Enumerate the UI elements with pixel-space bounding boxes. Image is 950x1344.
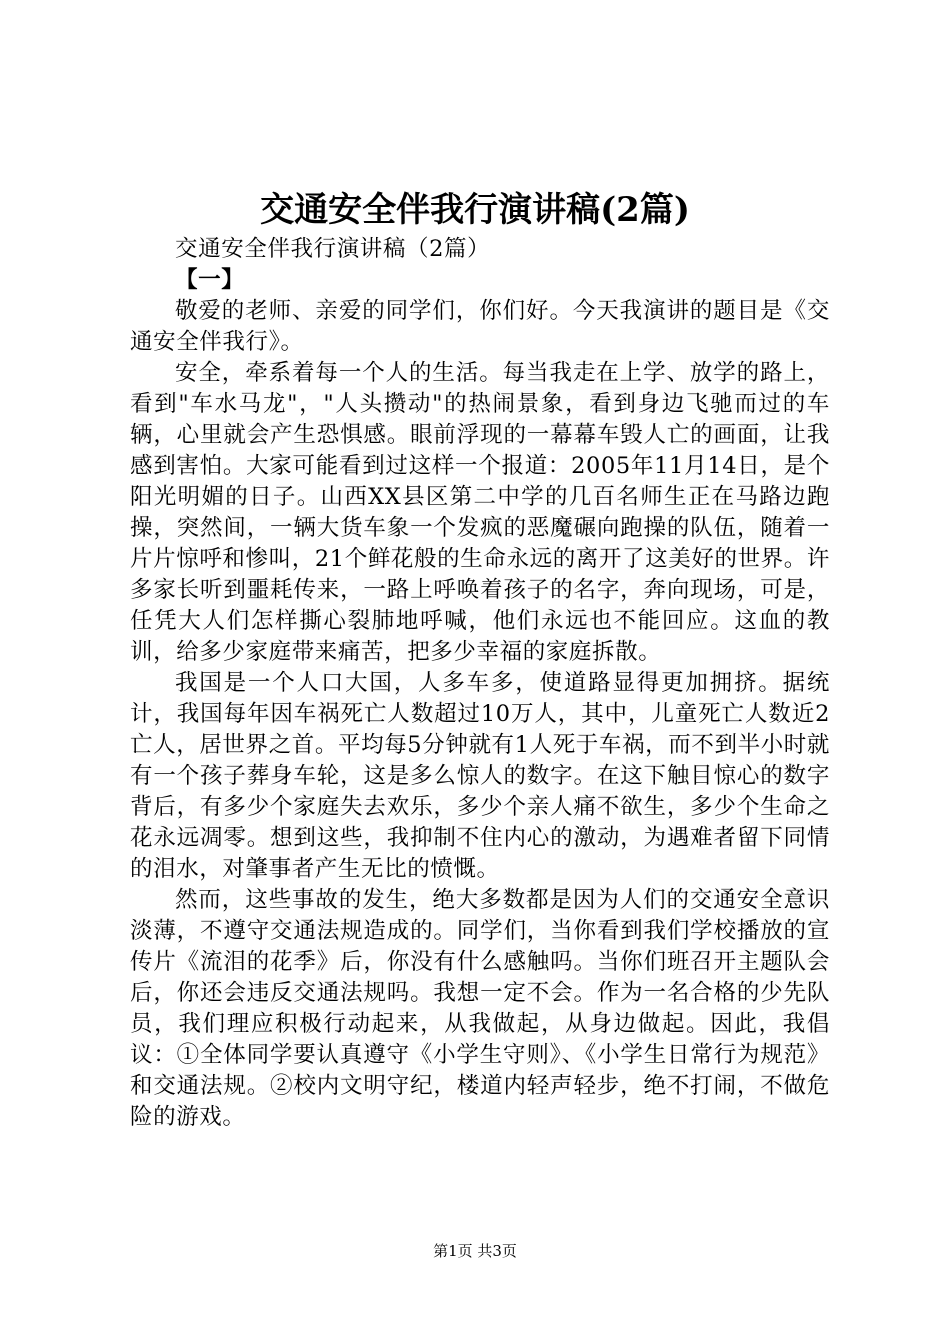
paragraph-1: 敬爱的老师、亲爱的同学们，你们好。今天我演讲的题目是《交通安全伴我行》。 (130, 298, 830, 355)
page-footer: 第1页 共3页 (433, 1242, 517, 1260)
document-body (130, 234, 830, 1133)
document-title: 交通安全伴我行演讲稿(2篇) (260, 190, 690, 230)
paragraph-2: 安全，牵系着每一个人的生活。每当我走在上学、放学的路上，看到"车水马龙"，"人头攒动"的热闹景象，看到身边飞驰而过的车辆，心里就会产生恐惧感。眼前浮现的一幕幕车毁人亡的画面，让我感到害怕。大家可能看到过这样一个报道：2005年11月14日，是个阳光明媚的日子。山西XX县区第二中学的几百名师生正在马路边跑操，突然间，一辆大货车象一个发疯的恶魔碾向跑操的队伍，随着一片片惊呼和惨叫，21个鲜花般的生命永远的离开了这美好的世界。许多家长听到噩耗传来，一路上呼唤着孩子的名字，奔向现场，可是，任凭大人们怎样撕心裂肺地呼喊，他们永远也不能回应。这血的教训，给多少家庭带来痛苦，把多少幸福的家庭拆散。 (130, 360, 830, 665)
section-marker: 【一】 (175, 267, 245, 293)
paragraph-4: 然而，这些事故的发生，绝大多数都是因为人们的交通安全意识淡薄，不遵守交通法规造成的。同学们，当你看到我们学校播放的宣传片《流泪的花季》后，你没有什么感触吗。当你们班召开主题队会后，你还会违反交通法规吗。我想一定不会。作为一名合格的少先队员，我们理应积极行动起来，从我做起，从身边做起。因此，我倡议：①全体同学要认真遵守《小学生守则》、《小学生日常行为规范》和交通法规。②校内文明守纪，楼道内轻声轻步，绝不打闹，不做危险的游戏。 (130, 887, 830, 1130)
subtitle-line: 交通安全伴我行演讲稿（2篇） (175, 236, 491, 262)
paragraph-3: 我国是一个人口大国，人多车多，使道路显得更加拥挤。据统计，我国每年因车祸死亡人数超过10万人，其中，儿童死亡人数近2亡人，居世界之首。平均每5分钟就有1人死于车祸，而不到半小时就有一个孩子葬身车轮，这是多么惊人的数字。在这下触目惊心的数字背后，有多少个家庭失去欢乐，多少个亲人痛不欲生，多少个生命之花永远凋零。想到这些，我抑制不住内心的激动，为遇难者留下同情的泪水，对肇事者产生无比的愤慨。 (130, 670, 830, 882)
